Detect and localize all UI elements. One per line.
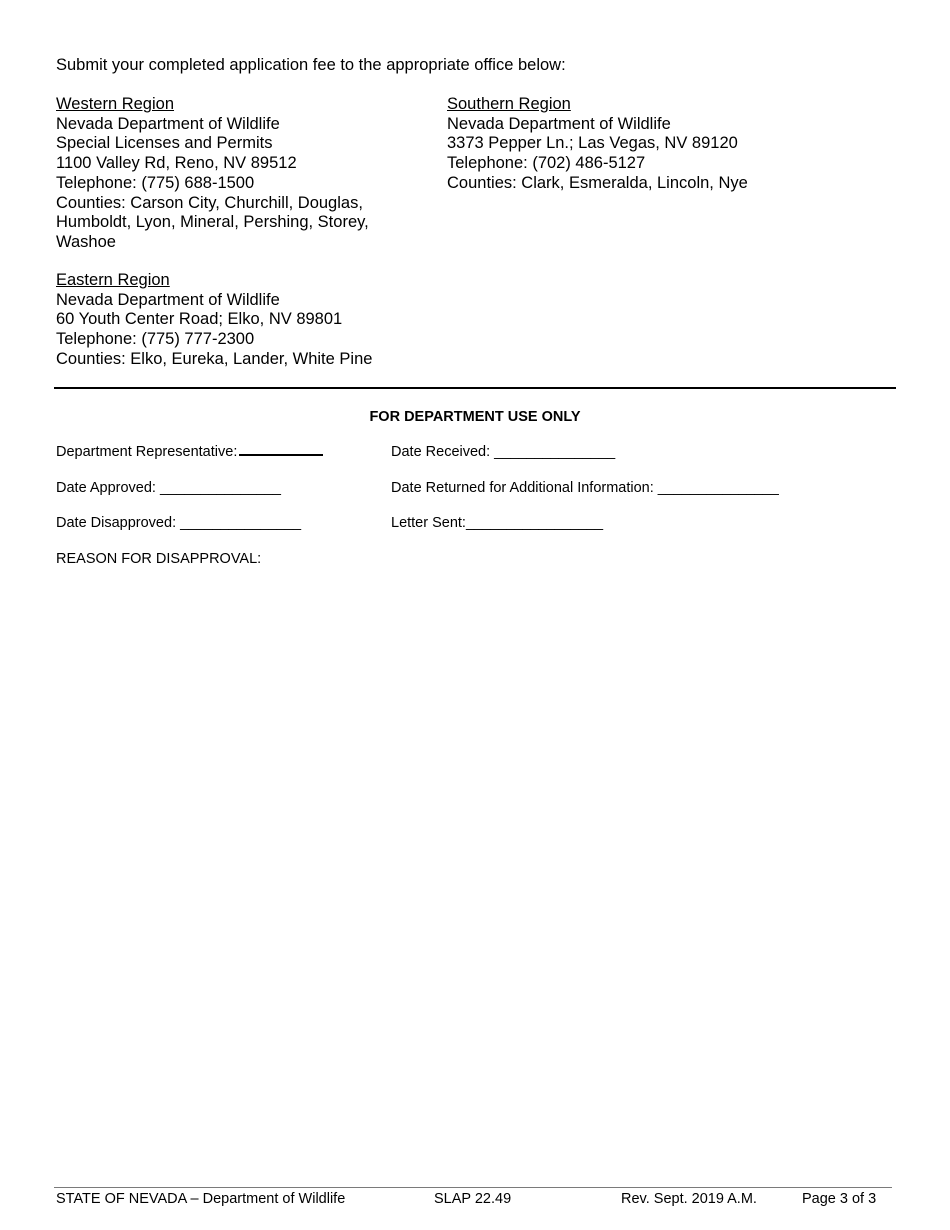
date-received-field[interactable]: Date Received: _______________ — [391, 444, 616, 460]
western-counties: Counties: Carson City, Churchill, Douglas, — [56, 193, 363, 212]
western-address-line: 1100 Valley Rd, Reno, NV 89512 — [56, 154, 297, 173]
southern-region-title: Southern Region — [447, 95, 571, 113]
date-disapproved-field[interactable]: Date Disapproved: _______________ — [56, 515, 302, 531]
eastern-region-title: Eastern Region — [56, 271, 170, 289]
eastern-address-line: Nevada Department of Wildlife — [56, 290, 280, 309]
submission-instructions: Submit your completed application fee to the appropriate office below: — [56, 56, 566, 74]
letter-sent-field[interactable]: Letter Sent:_________________ — [391, 515, 604, 531]
date-approved-field[interactable]: Date Approved: _______________ — [56, 480, 281, 496]
department-use-heading: FOR DEPARTMENT USE ONLY — [369, 409, 581, 425]
southern-counties: Counties: Clark, Esmeralda, Lincoln, Nye — [447, 173, 748, 192]
eastern-telephone: Telephone: (775) 777-2300 — [56, 330, 255, 349]
western-region-title: Western Region — [56, 95, 175, 113]
reason-for-disapproval-label: REASON FOR DISAPPROVAL: — [56, 551, 262, 567]
eastern-region-address — [56, 271, 372, 370]
department-representative-field[interactable] — [56, 444, 323, 460]
eastern-counties: Counties: Elko, Eureka, Lander, White Pine — [56, 349, 373, 368]
western-counties: Humboldt, Lyon, Mineral, Pershing, Storey, — [56, 213, 369, 232]
southern-address-line: 3373 Pepper Ln.; Las Vegas, NV 89120 — [447, 134, 738, 153]
eastern-address-line: 60 Youth Center Road; Elko, NV 89801 — [56, 310, 343, 329]
date-returned-field[interactable]: Date Returned for Additional Information: _______________ — [391, 480, 779, 496]
western-address-line: Nevada Department of Wildlife — [56, 114, 280, 133]
western-region-address — [56, 95, 369, 253]
department-representative-line[interactable] — [239, 453, 323, 456]
footer-form-number: SLAP 22.49 — [434, 1191, 512, 1207]
footer-agency: STATE OF NEVADA – Department of Wildlife — [56, 1191, 346, 1207]
department-representative-label: Department Representative: — [56, 444, 238, 460]
footer-revision: Rev. Sept. 2019 A.M. — [621, 1191, 757, 1207]
footer-divider — [54, 1187, 892, 1188]
southern-address-line: Nevada Department of Wildlife — [447, 114, 671, 133]
western-address-line: Special Licenses and Permits — [56, 134, 273, 153]
southern-region-address — [447, 95, 748, 194]
southern-telephone: Telephone: (702) 486-5127 — [447, 154, 646, 173]
western-counties: Washoe — [56, 232, 116, 251]
footer-page-number: Page 3 of 3 — [802, 1191, 877, 1207]
section-divider — [54, 387, 896, 389]
western-telephone: Telephone: (775) 688-1500 — [56, 173, 255, 192]
